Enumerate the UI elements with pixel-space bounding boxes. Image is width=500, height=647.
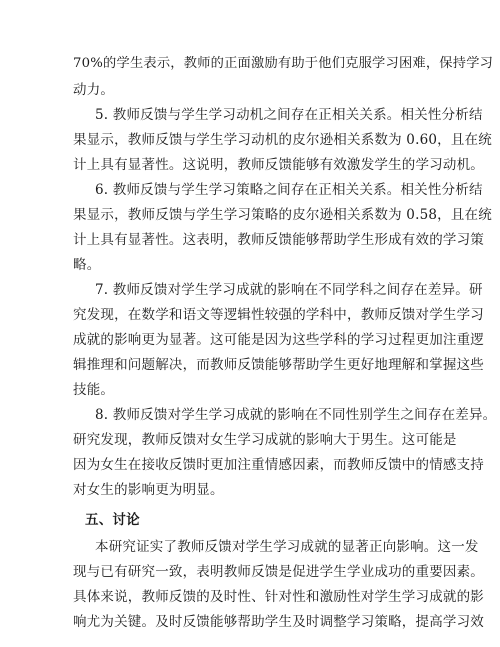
text-line: 研究发现，教师反馈对女生学习成就的影响大于男生。这可能是 <box>73 432 457 448</box>
text-line: 成就的影响更为显著。这可能是因为这些学科的学习过程更加注重逻 <box>73 332 484 348</box>
text-line: 对女生的影响更为明显。 <box>73 482 224 498</box>
text-line: 究发现，在数学和语文等逻辑性较强的学科中，教师反馈对学生学习 <box>73 307 484 323</box>
text-line: 5. 教师反馈与学生学习动机之间存在正相关关系。相关性分析结 <box>95 107 483 123</box>
text-line: 技能。 <box>73 382 115 398</box>
text-line: 本研究证实了教师反馈对学生学习成就的显著正向影响。这一发 <box>95 539 479 555</box>
text-line: 辑推理和问题解决，而教师反馈能够帮助学生更好地理解和掌握这些 <box>73 357 484 373</box>
text-line: 果显示，教师反馈与学生学习策略的皮尔逊相关系数为 0.58，且在统 <box>73 207 492 223</box>
text-line: 70%的学生表示，教师的正面激励有助于他们克服学习困难，保持学习 <box>73 56 494 71</box>
text-line: 计上具有显著性。这表明，教师反馈能够帮助学生形成有效的学习策 <box>73 232 484 248</box>
text-line: 计上具有显著性。这说明，教师反馈能够有效激发学生的学习动机。 <box>73 157 484 173</box>
text-line: 动力。 <box>73 82 115 98</box>
section-heading: 五、讨论 <box>85 512 140 528</box>
text-line: 7. 教师反馈对学生学习成就的影响在不同学科之间存在差异。研 <box>95 282 483 298</box>
text-line: 因为女生在接收反馈时更加注重情感因素，而教师反馈中的情感支持 <box>73 457 484 473</box>
text-line: 8. 教师反馈对学生学习成就的影响在不同性别学生之间存在差异。 <box>95 407 497 423</box>
text-line: 果显示，教师反馈与学生学习动机的皮尔逊相关系数为 0.60，且在统 <box>73 132 492 148</box>
text-line: 现与已有研究一致，表明教师反馈是促进学生学业成功的重要因素。 <box>73 564 484 580</box>
text-line: 6. 教师反馈与学生学习策略之间存在正相关关系。相关性分析结 <box>95 182 483 198</box>
text-line: 响尤为关键。及时反馈能够帮助学生及时调整学习策略，提高学习效 <box>73 614 484 630</box>
text-line: 具体来说，教师反馈的及时性、针对性和激励性对学生学习成就的影 <box>73 589 484 605</box>
text-line: 略。 <box>73 257 101 273</box>
